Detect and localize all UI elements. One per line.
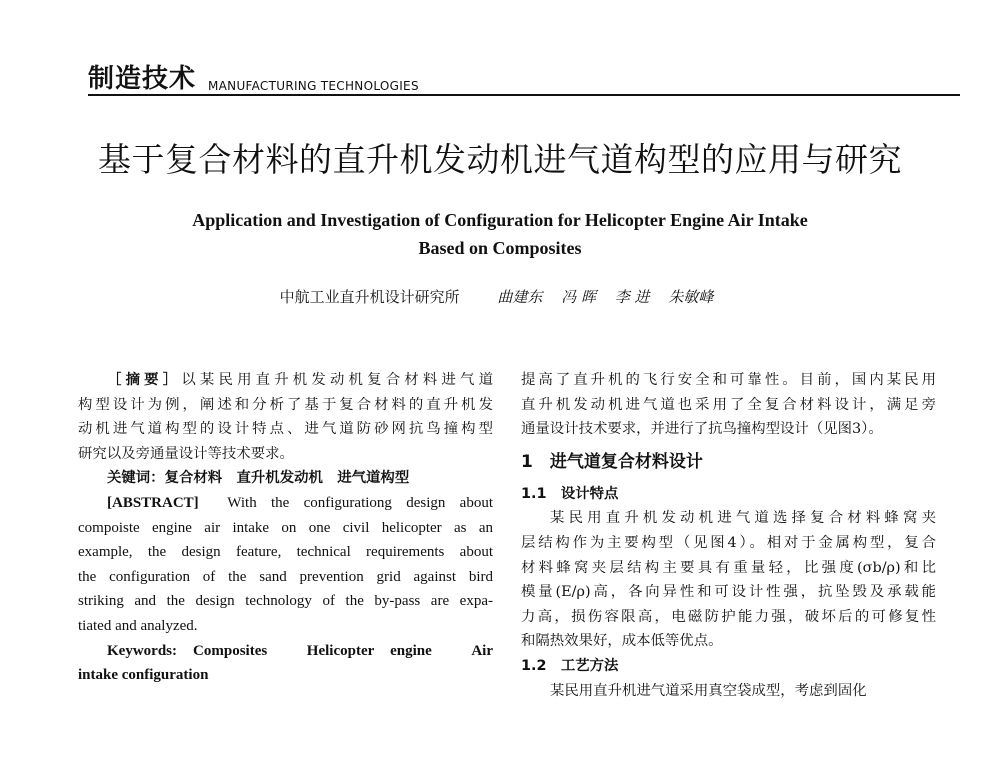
subsection-heading: 1.1 设计特点: [521, 485, 619, 502]
running-header: [88, 58, 960, 102]
body-line: 某民用直升机进气道采用真空袋成型，考虑到固化: [550, 682, 867, 699]
author-name: 冯 晖: [561, 288, 596, 306]
subsection-heading: 1.2 工艺方法: [521, 657, 619, 674]
abstract-en-line: example, the design feature, technical requirements about: [78, 544, 493, 561]
paper-title-cn: 基于复合材料的直升机发动机进气道构型的应用与研究: [98, 140, 902, 179]
header-rule: [88, 94, 960, 96]
abstract-cn-line: 研究以及旁通量设计等技术要求。: [78, 445, 294, 462]
abstract-cn-label: ［摘要］: [107, 371, 182, 388]
abstract-en-line: compoiste engine air intake on one civil helicopter as an: [78, 519, 493, 536]
keywords-en: Keywords: Composites Helicopter engine Air: [107, 642, 493, 659]
abstract-en-line: tiated and analyzed.: [78, 617, 198, 634]
abstract-cn-line: 构型设计为例，阐述和分析了基于复合材料的直升机发: [78, 396, 493, 413]
keywords-cn: 关键词：复合材料 直升机发动机 进气道构型: [107, 470, 410, 487]
body-line: 材料蜂窝夹层结构主要具有重量轻，比强度(σb/ρ)和比: [521, 559, 936, 576]
paper-title-en-line2: Based on Composites: [418, 238, 582, 258]
journal-brand-cn: 制造技术: [88, 64, 197, 94]
author-name: 曲建东: [497, 288, 543, 306]
author-line: [0, 286, 1000, 307]
author-name: 朱敏峰: [668, 288, 714, 306]
paper-title-en-line1: Application and Investigation of Configuration for Helicopter Engine Air Intake: [192, 210, 808, 230]
journal-brand-en: MANUFACTURING TECHNOLOGIES: [208, 79, 419, 93]
abstract-en-line: [ABSTRACT] With the configurationg design about: [107, 494, 494, 511]
author-institution: 中航工业直升机设计研究所: [279, 288, 460, 306]
author-name: 李 进: [614, 288, 650, 306]
body-line: 和隔热效果好，成本低等优点。: [521, 633, 723, 650]
abstract-en-line: striking and the design technology of the by-pass are expa-: [78, 593, 493, 610]
body-line: 层结构作为主要构型（见图4）。相对于金属构型，复合: [521, 534, 936, 551]
section-heading: 1 进气道复合材料设计: [521, 451, 703, 472]
body-line: 某民用直升机发动机进气道选择复合材料蜂窝夹: [550, 510, 936, 527]
keywords-en: intake configuration: [78, 667, 209, 684]
abstract-en-line: the configuration of the sand prevention grid against bird: [78, 568, 493, 585]
body-line: 提高了直升机的飞行安全和可靠性。目前，国内某民用: [521, 372, 936, 388]
body-line: 通量设计技术要求，并进行了抗鸟撞构型设计（见图3）。: [521, 421, 883, 438]
abstract-cn-line: 动机进气道构型的设计特点、进气道防砂网抗鸟撞构型: [78, 421, 493, 438]
abstract-cn-line: ［摘要］以某民用直升机发动机复合材料进气道: [107, 371, 493, 388]
body-line: 直升机发动机进气道也采用了全复合材料设计，满足旁: [521, 396, 936, 413]
abstract-en-label: [ABSTRACT]: [107, 494, 199, 511]
body-line: 模量(E/ρ)高，各向异性和可设计性强，抗坠毁及承载能: [521, 584, 936, 601]
right-column: [521, 368, 936, 703]
body-line: 力高，损伤容限高，电磁防护能力强，破坏后的可修复性: [521, 608, 936, 625]
left-column: [78, 368, 493, 688]
